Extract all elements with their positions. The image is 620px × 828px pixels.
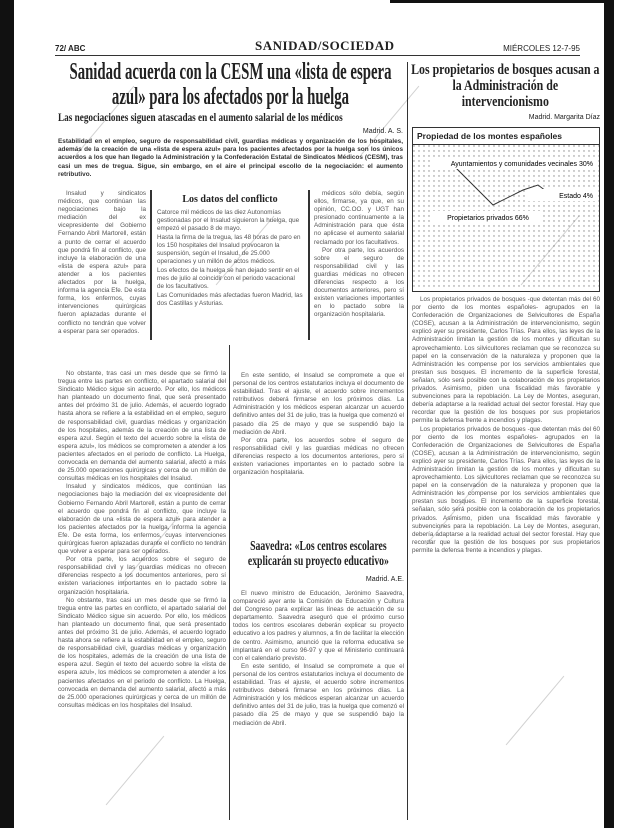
saavedra-cont: En este sentido, el Insalud se compromete a que el personal de los centros estatutarios incluya el documento de estabilidad. Tras el ajuste, el acuerdo sobre incrementos retributivos deberá firmarse en los próximos días. La Administración y los médicos esperan alcanzar un acuerdo definitivo antes del 31 de julio, tras la huelga que comenzó el pasado día 25 de mayo y que se suspendió bajo la mediación de Abril. (233, 662, 404, 727)
page-header (55, 40, 580, 56)
chart-label-municipal: Ayuntamientos y comunidades vecinales 30% (450, 161, 593, 168)
scan-edge-right (604, 0, 614, 828)
chart-illustration (413, 145, 599, 290)
saavedra-byline: Madrid. A.E. (365, 576, 404, 583)
column-mid-lower (233, 372, 404, 534)
page-number: 72/ ABC (55, 44, 86, 53)
scan-edge-left (0, 0, 14, 828)
facts-item: Las Comunidades más afectadas fueron Madrid, las dos Castillas y Asturias. (157, 292, 303, 307)
section-title: SANIDAD/SOCIEDAD (255, 38, 395, 53)
right-text-cont: Los propietarios privados de bosques -que detentan más del 60 por ciento de los montes españoles- agrupados en la Confederación de Organizaciones de Selvicultores de España (COSE), acusan a la Administración de intervencionismo, según explicó ayer su presidente, Carlos Trías. Para ellos, las leyes de la Administración limitan la gestión de los montes y dificultan su aprovechamiento. Los silvicultores reclaman que se reconozca su papel en la conservación de la naturaleza y proponen que la Administración les compense por los servicios ambientales que prestan sus bosques. El incremento de la superficie forestal, señalan, sólo será posible con la colaboración de los propietarios privados. Asimismo, piden una fiscalidad más favorable y subvenciones para la repoblación. La Ley de Montes, aseguran, debería adaptarse a la realidad actual del sector forestal. Hay que recordar que la gestión de los bosques por sus propietarios permite la defensa frente a incendios y plagas. (412, 425, 600, 554)
issue-date: MIÉRCOLES 12-7-95 (503, 44, 580, 53)
main-lead: Estabilidad en el empleo, seguro de responsabilidad civil, guardias médicas y organización de los hospitales, además de la creación de una «lista de espera azul» para los pacientes afectados por la huelga son los únicos acuerdos a los que han llegado la Administración y la Confederación Estatal de Sindicatos Médicos (CESM), tras casi un mes de tregua. Sigue, sin embargo, en el aire el principal escollo de la negociación: el aumento retributivo. (58, 138, 403, 178)
column-3-text-b: Por otra parte, los acuerdos sobre el seguro de responsabilidad civil y las guardias médicas no ofrecen diferencias respecto a los documentos anteriores, pero sí existen variaciones importantes en lo pactado sobre la organización hospitalaria. (314, 246, 404, 319)
mid-lower-cont: Por otra parte, los acuerdos sobre el seguro de responsabilidad civil y las guardias médicas no ofrecen diferencias respecto a los documentos anteriores, pero sí existen variaciones importantes en lo pactado sobre la organización hospitalaria. (233, 436, 404, 477)
saavedra-headline: Saavedra: «Los centros escolares explicarán su proyecto educativo» (247, 538, 389, 568)
left-lower-text: No obstante, tras casi un mes desde que se firmó la tregua entre las partes en conflicto, el apartado salarial del Sindicato Médico sigue sin acuerdo. Por ello, los médicos han planteado un documento final, que será presentado antes del próximo 31 de julio. Además, el acuerdo logrado hasta ahora se refiere a la estabilidad en el empleo, seguro de responsabilidad civil, guardias médicas y organización de los hospitales, además de la creación de una lista de espera azul. Según el texto del acuerdo sobre la «lista de espera azul», los médicos se comprometen a atender a los pacientes afectados en el periodo de conflicto. La Huelga, convocada en demanda del aumento salarial, afectó a más de 25.000 operaciones quirúrgicas y cerca de un millón de consultas médicas en los hospitales del Insalud. (58, 370, 226, 483)
column-1-text: Insalud y sindicatos médicos, que continúan las negociaciones bajo la mediación del ex vicepresidente del Gobierno Fernando Abril Martorell, están a punto de cerrar el acuerdo que pondrá fin al conflicto, que incluye la elaboración de una «lista de espera azul» para atender a los pacientes afectados por la huelga, informa la agencia Efe. De esta forma, los enfermos, cuyas intervenciones quirúrgicas fueron aplazadas durante el conflicto no tendrán que volver a esperar para ser operados. (58, 190, 146, 335)
main-byline: Madrid. A. S. (362, 128, 403, 135)
scan-edge-top (390, 0, 614, 3)
chart-title: Propiedad de los montes españoles (413, 128, 599, 145)
column-left-lower (58, 370, 226, 820)
forest-ownership-chart (412, 127, 600, 292)
column-3-text: médicos sólo debía, según ellos, firmarse, ya que, en su opinión, CC.OO. y UGT han presionado continuamente a la Administración para que ésta no aplicase el aumento salarial reclamado por los facultativos. (314, 190, 404, 246)
main-headline: Sanidad acuerda con la CESM una «lista de espera azul» para los afectados por la huelga (69, 59, 392, 110)
right-article-text (412, 296, 600, 820)
facts-box-title: Los datos del conflicto (182, 194, 278, 205)
left-lower-cont3: No obstante, tras casi un mes desde que se firmó la tregua entre las partes en conflicto, el apartado salarial del Sindicato Médico sigue sin acuerdo. Por ello, los médicos han planteado un documento final, que será presentado antes del próximo 31 de julio. Además, el acuerdo logrado hasta ahora se refiere a la estabilidad en el empleo, seguro de responsabilidad civil, guardias médicas y organización de los hospitales, además de la creación de una lista de espera azul. Según el texto del acuerdo sobre la «lista de espera azul», los médicos se comprometen a atender a los pacientes afectados en el periodo de conflicto. La Huelga, convocada en demanda del aumento salarial, afectó a más de 25.000 operaciones quirúrgicas y cerca de un millón de consultas médicas en los hospitales del Insalud. (58, 596, 226, 709)
saavedra-article (233, 590, 404, 820)
facts-item: Hasta la firma de la tregua, las 48 horas de paro en los 150 hospitales del Insalud provocaron la suspensión, según el Insalud, de 25.000 operaciones y un millón de actos médicos. (157, 234, 301, 265)
chart-label-private: Propietarios privados 66% (447, 215, 529, 222)
column-3 (314, 190, 404, 368)
right-divider (407, 62, 408, 820)
chart-label-state: Estado 4% (559, 193, 593, 200)
right-headline: Los propietarios de bosques acusan a la Administración de intervencionismo (411, 62, 600, 110)
facts-item: Los efectos de la huelga se han dejado sentir en el mes de julio al coincidir con el periodo vacacional de los facultativos. (157, 267, 300, 290)
column-divider (229, 345, 230, 820)
facts-box (150, 190, 310, 340)
right-text: Los propietarios privados de bosques -que detentan más del 60 por ciento de los montes españoles- agrupados en la Confederación de Organizaciones de Selvicultores de España (COSE), acusan a la Administración de intervencionismo, según explicó ayer su presidente, Carlos Trías. Para ellos, las leyes de la Administración limitan la gestión de los montes y dificultan su aprovechamiento. Los silvicultores reclaman que se reconozca su papel en la conservación de la naturaleza y proponen que la Administración les compense por los servicios ambientales que prestan sus bosques. El incremento de la superficie forestal, señalan, sólo será posible con la colaboración de los propietarios privados. Asimismo, piden una fiscalidad más favorable y subvenciones para la repoblación. La Ley de Montes, aseguran, debería adaptarse a la realidad actual del sector forestal. Hay que recordar que la gestión de los bosques por sus propietarios permite la defensa frente a incendios y plagas. (412, 296, 600, 425)
column-1 (58, 190, 146, 366)
left-lower-cont: Insalud y sindicatos médicos, que continúan las negociaciones bajo la mediación del ex vicepresidente del Gobierno Fernando Abril Martorell, están a punto de cerrar el acuerdo que pondrá fin al conflicto, que incluye la elaboración de una «lista de espera azul» para atender a los pacientes afectados por la huelga, informa la agencia Efe. De esta forma, los enfermos, cuyas intervenciones quirúrgicas fueron aplazadas durante el conflicto no tendrán que volver a esperar para ser operados. (58, 483, 226, 556)
mid-lower-text: En este sentido, el Insalud se compromete a que el personal de los centros estatutarios incluya el documento de estabilidad. Tras el ajuste, el acuerdo sobre incrementos retributivos deberá firmarse en los próximos días. La Administración y los médicos esperan alcanzar un acuerdo definitivo antes del 31 de julio, tras la huelga que comenzó el pasado día 25 de mayo y que se suspendió bajo la mediación de Abril. (233, 372, 404, 436)
saavedra-text: El nuevo ministro de Educación, Jerónimo Saavedra, compareció ayer ante la Comisión de Educación y Cultura del Congreso para explicar las líneas de actuación de su departamento. Saavedra aseguró que el próximo curso todos los centros escolares deberán explicar su proyecto educativo a los padres y alumnos, a fin de facilitar la elección de centro. Asimismo, anunció que la reforma educativa se implantará en el curso 96-97 y que el Ministerio continuará con el calendario previsto. (233, 590, 404, 662)
facts-item: Catorce mil médicos de las diez Autonomías gestionadas por el Insalud siguieron la huelga, que empezó el pasado 8 de mayo. (157, 209, 300, 232)
left-lower-cont2: Por otra parte, los acuerdos sobre el seguro de responsabilidad civil y las guardias médicas no ofrecen diferencias respecto a los documentos anteriores, pero sí existen variaciones importantes en lo pactado sobre la organización hospitalaria. (58, 556, 226, 596)
right-byline: Madrid. Margarita Díaz (528, 114, 600, 121)
main-subheadline: Las negociaciones siguen atascadas en el aumento salarial de los médicos (58, 112, 343, 124)
